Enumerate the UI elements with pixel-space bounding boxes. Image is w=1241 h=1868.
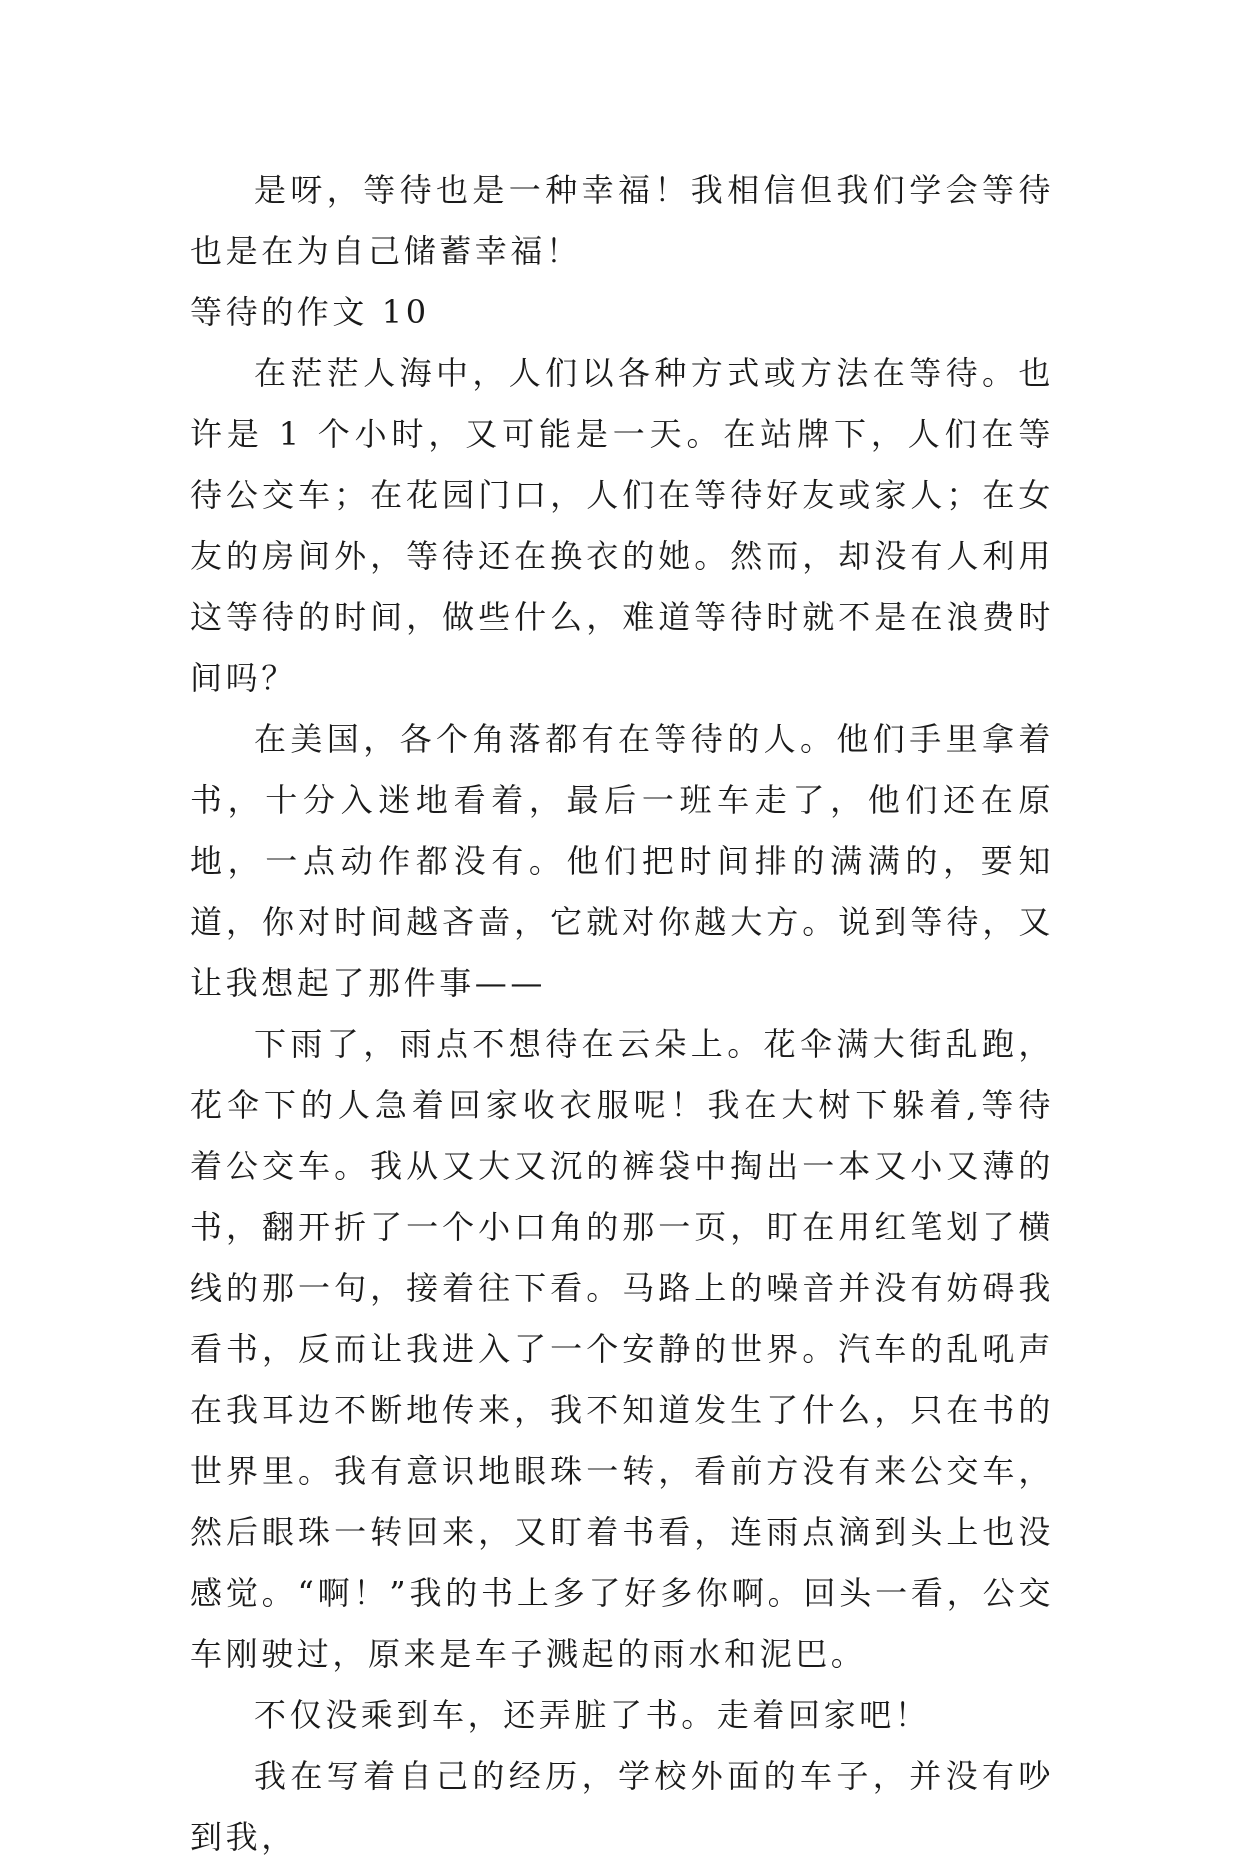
paragraph-happiness-conclusion: 是呀，等待也是一种幸福！我相信但我们学会等待也是在为自己储蓄幸福！ <box>190 171 1054 270</box>
paragraph-rain-story: 下雨了，雨点不想待在云朵上。花伞满大街乱跑，花伞下的人急着回家收衣服呢！我在大树下躲着,等待着公交车。我从又大又沉的裤袋中掏出一本又小又薄的书，翻开折了一个小口角的那一页，盯在用红笔划了横线的那一句，接着往下看。马路上的噪音并没有妨碍我看书，反而让我进入了一个安静的世界。汽车的乱吼声在我耳边不断地传来，我不知道发生了什么，只在书的世界里。我有意识地眼珠一转，看前方没有来公交车，然后眼珠一转回来，又盯着书看，连雨点滴到头上也没感觉。“啊！”我的书上多了好多你啊。回头一看，公交车刚驶过，原来是车子溅起的雨水和泥巴。 <box>190 1025 1054 1673</box>
document-body <box>190 160 1054 1868</box>
paragraph-america: 在美国，各个角落都有在等待的人。他们手里拿着书，十分入迷地看着，最后一班车走了，他们还在原地，一点动作都没有。他们把时间排的满满的，要知道，你对时间越吝啬，它就对你越大方。说到等待，又让我想起了那件事—— <box>190 720 1054 1002</box>
paragraph-walk-home: 不仅没乘到车，还弄脏了书。走着回家吧！ <box>254 1696 931 1734</box>
paragraph-waiting-crowd: 在茫茫人海中，人们以各种方式或方法在等待。也许是 1 个小时，又可能是一天。在站牌下，人们在等待公交车；在花园门口，人们在等待好友或家人；在女友的房间外，等待还在换衣的她。然而，却没有人利用这等待的时间，做些什么，难道等待时就不是在浪费时间吗？ <box>190 354 1054 697</box>
essay-title: 等待的作文 10 <box>190 293 430 331</box>
paragraph-writing-experience: 我在写着自己的经历，学校外面的车子，并没有吵到我， <box>190 1757 1054 1856</box>
